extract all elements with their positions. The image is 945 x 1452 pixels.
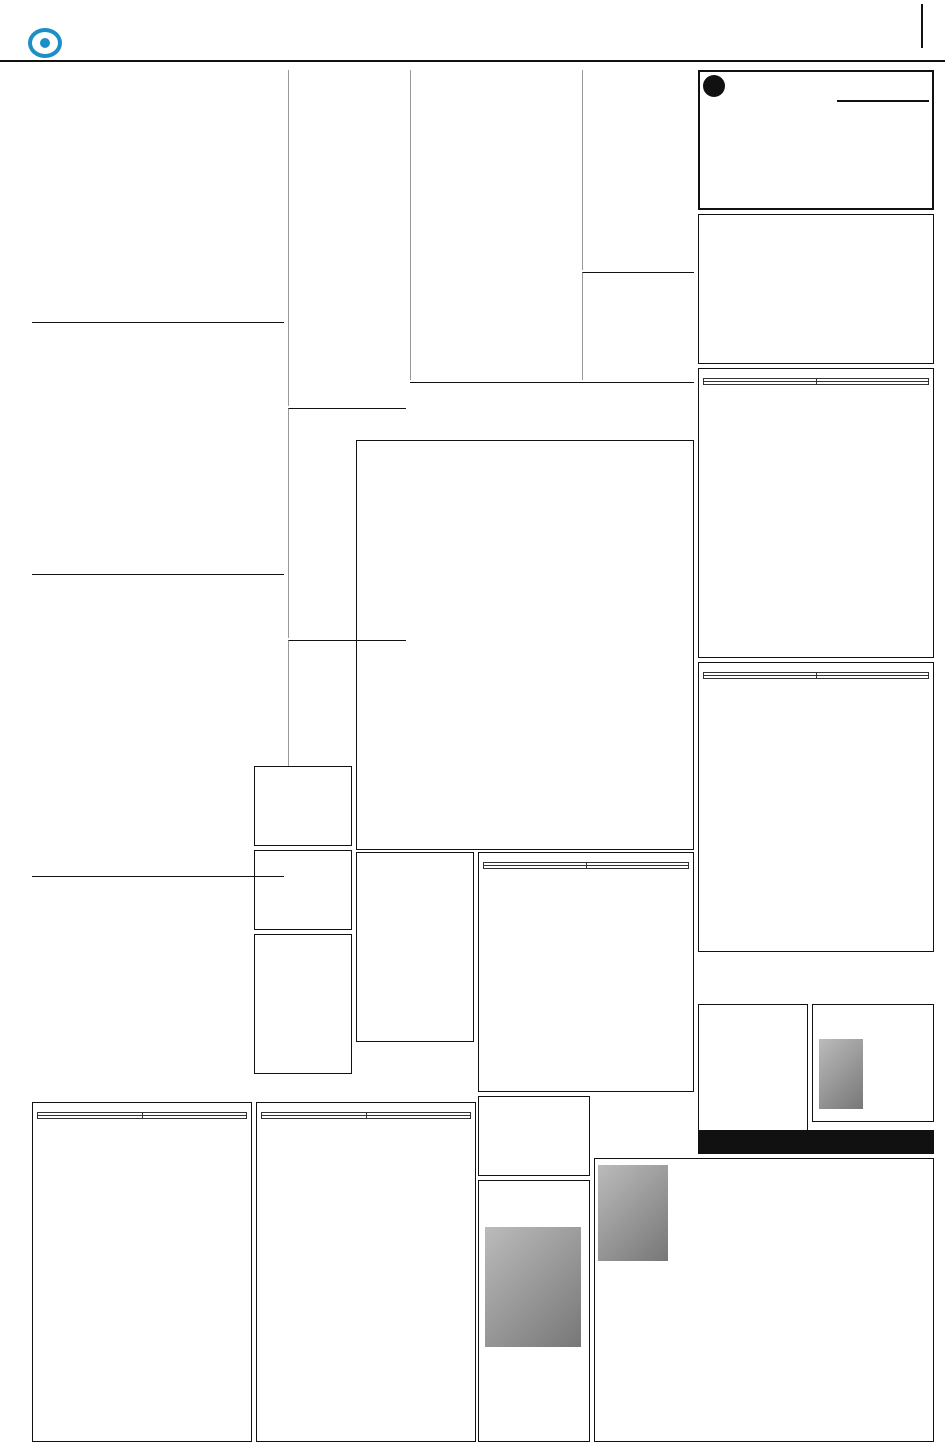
- court-notice-3: [478, 852, 694, 1092]
- story-dhaka-rasel: [32, 876, 284, 1098]
- court-table: [703, 672, 929, 679]
- court-notice-1: [698, 368, 934, 658]
- court-table: [37, 1112, 247, 1119]
- court-accused: [704, 382, 817, 385]
- court-accused: [484, 866, 587, 869]
- ad-kabiraj: [478, 1180, 590, 1442]
- ad-poljan-phone-bar: [698, 1130, 934, 1154]
- court-accused: [38, 1116, 143, 1119]
- court-table: [703, 378, 929, 385]
- ad-bottom-doctor-photo: [598, 1165, 668, 1261]
- court-case: [816, 382, 929, 385]
- court-notice-2: [698, 662, 934, 952]
- court-case: [816, 676, 929, 679]
- ad-harano: [254, 934, 352, 1074]
- ad-bikroy: [254, 766, 352, 846]
- ad-jayga: [254, 850, 352, 930]
- masthead: [631, 4, 931, 58]
- ad-shop-product-image: [819, 1039, 863, 1109]
- ad-shop: [812, 1004, 934, 1122]
- ad-bottom: [594, 1158, 934, 1442]
- ad-kabiraj-product-image: [485, 1227, 581, 1347]
- story-rasel-body-cont: [32, 170, 284, 320]
- court-notice-4: [32, 1102, 252, 1442]
- ad-doctor-badge: [703, 75, 725, 97]
- ad-asa-niyog: [356, 440, 694, 850]
- ad-doctor: [698, 70, 934, 210]
- story-rasel: [32, 70, 284, 166]
- story-dhunat: [582, 272, 694, 380]
- story-sariakandi: [32, 574, 284, 874]
- story-chapai: [582, 70, 694, 270]
- court-table: [483, 862, 689, 869]
- page-header: [0, 0, 945, 62]
- court-accused: [704, 676, 817, 679]
- karatoa-logo-icon: [28, 28, 62, 58]
- ad-niyog-1: [698, 214, 934, 364]
- court-table: [261, 1112, 471, 1119]
- court-case: [142, 1116, 247, 1119]
- story-rajshahi: [410, 382, 694, 438]
- ad-zaruri: [478, 1096, 590, 1176]
- court-case: [366, 1116, 471, 1119]
- ad-affidavit: [356, 852, 474, 1042]
- court-accused: [262, 1116, 367, 1119]
- story-sirajganj: [410, 70, 578, 380]
- story-sangbad: [288, 70, 406, 406]
- story-dhamoirhat: [32, 322, 284, 572]
- court-notice-5: [256, 1102, 476, 1442]
- court-case: [586, 866, 689, 869]
